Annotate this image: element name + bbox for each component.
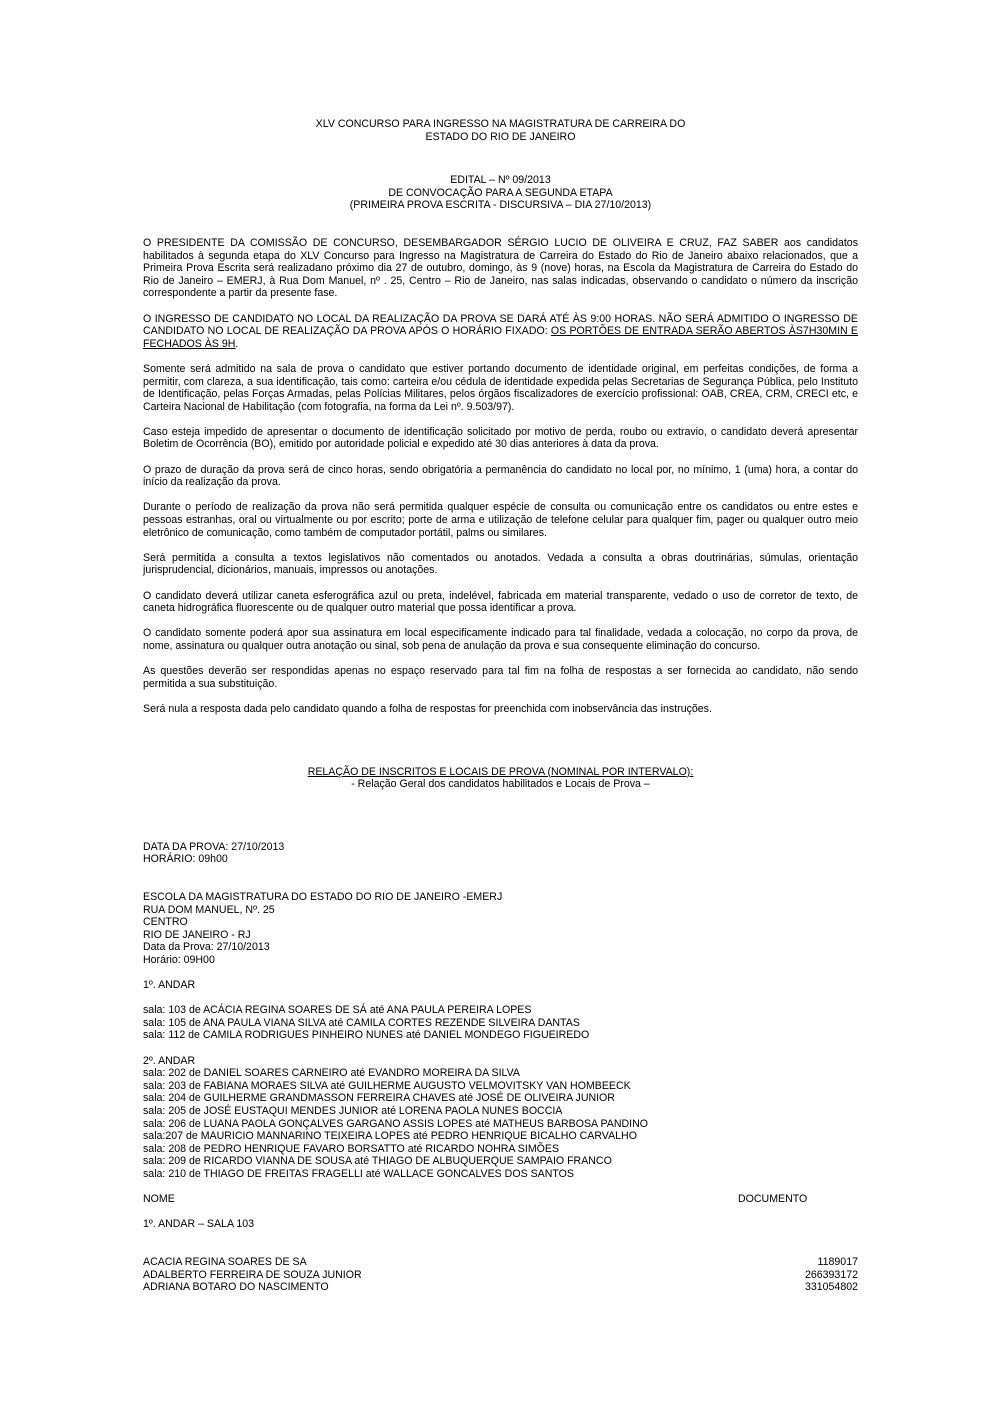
prova-horario: HORÁRIO: 09h00 — [143, 853, 228, 866]
sala-item: sala:207 de MAURICIO MANNARINO TEIXEIRA LOPES até PEDRO HENRIQUE BICALHO CARVALHO — [143, 1130, 637, 1143]
table-section-title: 1º. ANDAR – SALA 103 — [143, 1218, 255, 1231]
edital-number: EDITAL – Nº 09/2013 — [450, 174, 551, 187]
local-data: Data da Prova: 27/10/2013 — [143, 941, 270, 954]
cell-documento: 331054802 — [804, 1281, 858, 1294]
relacao-title: RELAÇÃO DE INSCRITOS E LOCAIS DE PROVA (NOMINAL POR INTERVALO): — [307, 765, 694, 778]
prova-data: DATA DA PROVA: 27/10/2013 — [143, 840, 285, 853]
paragraph-consulta-permitida: Será permitida a consulta a textos legislativos não comentados ou anotados. Vedada a consulta a obras doutrinárias, súmulas, orientação jurisprudencial, dicionários, manuais, impressos ou anotações. — [143, 551, 858, 577]
table-row — [143, 1269, 858, 1282]
ingresso-end: . — [235, 337, 239, 350]
edital-subject: DE CONVOCAÇÃO PARA A SEGUNDA ETAPA — [388, 186, 613, 199]
edital-detail: (PRIMEIRA PROVA ESCRITA - DISCURSIVA – DIA 27/10/2013) — [349, 199, 652, 212]
relacao-subtitle: - Relação Geral dos candidatos habilitados e Locais de Prova – — [351, 778, 650, 791]
sala-item: sala: 203 de FABIANA MORAES SILVA até GUILHERME AUGUSTO VELMOVITSKY VAN HOMBEECK — [143, 1079, 631, 1092]
sala-item: sala: 206 de LUANA PAOLA GONÇALVES GARGANO ASSIS LOPES até MATHEUS BARBOSA PANDINO — [143, 1117, 648, 1130]
sala-item: sala: 105 de ANA PAULA VIANA SILVA até CAMILA CORTES REZENDE SILVEIRA DANTAS — [143, 1016, 580, 1029]
local-horario: Horário: 09H00 — [143, 953, 215, 966]
local-rua: RUA DOM MANUEL, Nº. 25 — [143, 903, 275, 916]
paragraph-duracao: O prazo de duração da prova será de cinco horas, sendo obrigatória a permanência do candidato no local por, no mínimo, 1 (uma) hora, a contar do início da realização da prova. — [143, 463, 858, 489]
andar-2 — [143, 1055, 858, 1181]
relacao-header — [143, 766, 858, 791]
local-info — [143, 891, 858, 967]
prova-info — [143, 841, 858, 866]
table-header — [143, 1193, 858, 1206]
andar-1 — [143, 979, 858, 1042]
ingresso-text: O INGRESSO DE CANDIDATO NO LOCAL DA REALIZAÇÃO DA PROVA SE DARÁ ATÉ ÀS 9:00 HORAS. NÃO SERÁ ADMITIDO O INGRESSO DE CANDIDATO NO LOCAL DE REALIZAÇÃO DA PROVA APÓS O HORÁRIO FIXADO: — [143, 312, 858, 338]
column-header-nome: NOME — [143, 1193, 175, 1206]
title-line-2: ESTADO DO RIO DE JANEIRO — [425, 130, 576, 143]
sala-item: sala: 210 de THIAGO DE FREITAS FRAGELLI até WALLACE GONCALVES DOS SANTOS — [143, 1167, 574, 1180]
sala-item: sala: 208 de PEDRO HENRIQUE FAVARO BORSATTO até RICARDO NOHRA SIMÕES — [143, 1142, 560, 1155]
sala-item: sala: 204 de GUILHERME GRANDMASSON FERREIRA CHAVES até JOSÉ DE OLIVEIRA JUNIOR — [143, 1092, 615, 1105]
cell-documento: 1189017 — [817, 1255, 858, 1268]
cell-nome: ADRIANA BOTARO DO NASCIMENTO — [143, 1281, 329, 1294]
document-page — [143, 118, 858, 1294]
local-cidade: RIO DE JANEIRO - RJ — [143, 928, 251, 941]
paragraph-consulta-proibida: Durante o período de realização da prova não será permitida qualquer espécie de consulta ou comunicação entre os candidatos ou entre estes e pessoas estranhas, oral ou virtualmente ou por escrito; porte de arma e utilização de telefone celular para qualquer fim, pager ou qualquer outro meio eletrônico de comunicação, como também de computador portátil, palms ou similares. — [143, 501, 858, 539]
paragraph-boletim: Caso esteja impedido de apresentar o documento de identificação solicitado por motivo de perda, roubo ou extravio, o candidato deverá apresentar Boletim de Ocorrência (BO), emitido por autoridade policial e expedido até 30 dias anteriores à data da prova. — [143, 425, 858, 451]
sala-item: sala: 209 de RICARDO VIANNA DE SOUSA até THIAGO DE ALBUQUERQUE SAMPAIO FRANCO — [143, 1155, 612, 1168]
sala-item: sala: 103 de ACÁCIA REGINA SOARES DE SÁ até ANA PAULA PEREIRA LOPES — [143, 1004, 532, 1017]
paragraph-folha-respostas: As questões deverão ser respondidas apenas no espaço reservado para tal fim na folha de respostas a ser fornecida ao candidato, não sendo permitida a sua substituição. — [143, 665, 858, 690]
local-escola: ESCOLA DA MAGISTRATURA DO ESTADO DO RIO DE JANEIRO -EMERJ — [143, 890, 503, 903]
sala-item: sala: 205 de JOSÉ EUSTAQUI MENDES JUNIOR até LORENA PAOLA NUNES BOCCIA — [143, 1105, 563, 1117]
local-bairro: CENTRO — [143, 916, 188, 929]
document-header — [143, 118, 858, 212]
title-line-1: XLV CONCURSO PARA INGRESSO NA MAGISTRATURA DE CARREIRA DO — [315, 118, 686, 130]
paragraph-caneta: O candidato deverá utilizar caneta esferográfica azul ou preta, indelével, fabricada em material transparente, vedado o uso de corretor de texto, de caneta hidrográfica fluorescente ou de qualquer outro material que possa identificar a prova. — [143, 589, 858, 615]
sala-item: sala: 112 de CAMILA RODRIGUES PINHEIRO NUNES até DANIEL MONDEGO FIGUEIREDO — [143, 1029, 590, 1042]
sala-item: sala: 202 de DANIEL SOARES CARNEIRO até EVANDRO MOREIRA DA SILVA — [143, 1067, 520, 1080]
portoes-text: OS PORTÕES DE ENTRADA SERÃO ABERTOS ÀS7H30MIN E FECHADOS ÀS 9H — [143, 325, 858, 350]
cell-nome: ACACIA REGINA SOARES DE SA — [143, 1255, 307, 1268]
paragraph-assinatura: O candidato somente poderá apor sua assinatura em local especificamente indicado para tal finalidade, vedada a colocação, no corpo da prova, de nome, assinatura ou qualquer outra anotação ou sinal, sob pena de anulação da prova e sua consequente eliminação do concurso. — [143, 627, 858, 652]
andar-1-title: 1º. ANDAR — [143, 979, 196, 992]
paragraph-identidade: Somente será admitido na sala de prova o candidato que estiver portando documento de identidade original, em perfeitas condições, de forma a permitir, com clareza, a sua identificação, tais como: carteira e/ou cédula de identidade expedida pelas Secretarias de Segurança Pública, pelo Instituto de Identificação, pelas Forças Armadas, pelas Polícias Militares, pelos órgãos fiscalizadores de exercício profissional: OAB, CREA, CRM, CRECI etc, e Carteira Nacional de Habilitação (com fotografia, na forma da Lei nº. 9.503/97). — [143, 362, 858, 413]
paragraph-nula: Será nula a resposta dada pelo candidato quando a folha de respostas for preenchida com inobservância das instruções. — [143, 702, 712, 715]
cell-documento: 266393172 — [804, 1268, 858, 1281]
table-row — [143, 1281, 858, 1294]
cell-nome: ADALBERTO FERREIRA DE SOUZA JUNIOR — [143, 1268, 362, 1281]
andar-2-title: 2º. ANDAR — [143, 1054, 196, 1067]
column-header-documento: DOCUMENTO — [738, 1193, 808, 1206]
paragraph-presidente: O PRESIDENTE DA COMISSÃO DE CONCURSO, DESEMBARGADOR SÉRGIO LUCIO DE OLIVEIRA E CRUZ, FAZ SABER aos candidatos habilitados à segunda etapa do XLV Concurso para Ingresso na Magistratura de Carreira do Estado do Rio de Janeiro abaixo relacionados, que a Primeira Prova Escrita será realizadano próximo dia 27 de outubro, domingo, às 9 (nove) horas, na Escola da Magistratura de Carreira do Estado do Rio de Janeiro – EMERJ, à Rua Dom Manuel, nº . 25, Centro – Rio de Janeiro, nas salas indicadas, observando o candidato o número da inscrição correspondente a partir da presente fase. — [143, 236, 858, 300]
paragraph-ingresso — [143, 313, 858, 351]
table-row — [143, 1256, 858, 1269]
